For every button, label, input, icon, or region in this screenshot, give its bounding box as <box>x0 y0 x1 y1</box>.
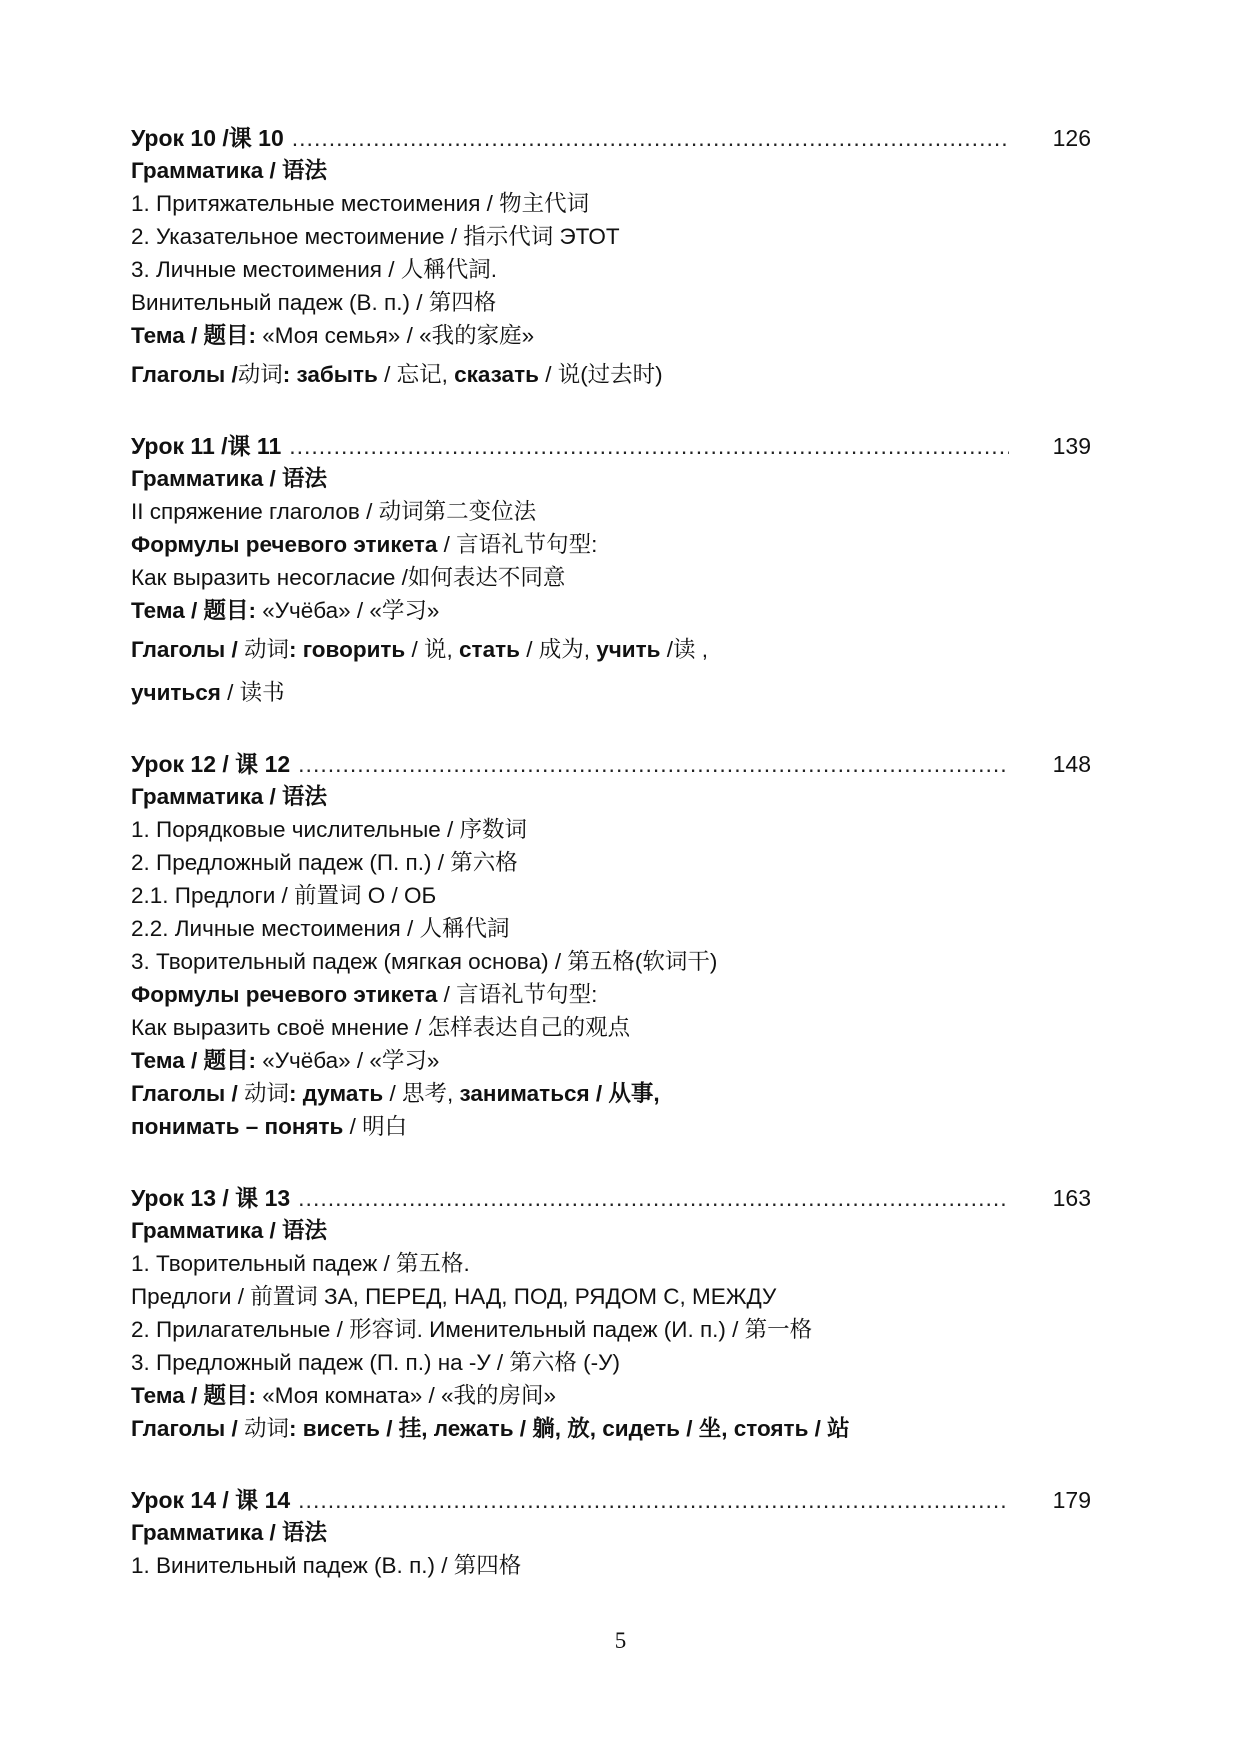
verb: заниматься / 从事, <box>459 1081 660 1106</box>
toc-text: 1. Творительный падеж / 第五格. <box>131 1251 470 1276</box>
toc-line <box>131 594 1091 627</box>
toc-line <box>131 187 1091 220</box>
toc-text: Винительный падеж (В. п.) / 第四格 <box>131 290 497 315</box>
toc-line <box>131 676 1091 709</box>
section-label: Формулы речевого этикета <box>131 532 438 557</box>
lesson-title: Урок 11 /课 11 <box>131 433 282 459</box>
lesson-page-number: 126 <box>1052 125 1091 151</box>
toc-text: 动词 <box>237 362 283 387</box>
toc-line <box>131 1412 1091 1445</box>
toc-text: / 思考, <box>383 1081 460 1106</box>
section-label: Глаголы / <box>131 1081 238 1106</box>
dot-leader <box>298 1185 1009 1212</box>
toc-text: 3. Предложный падеж (П. п.) на -У / 第六格 (-У) <box>131 1350 620 1375</box>
toc-text: «Моя комната» / «我的房间» <box>255 1383 557 1408</box>
lesson-page-number: 163 <box>1052 1185 1091 1211</box>
toc-text: 3. Личные местоимения / 人稱代詞. <box>131 257 497 282</box>
toc-text: 2. Прилагательные / 形容词. Именительный падеж (И. п.) / 第一格 <box>131 1317 813 1342</box>
toc-line <box>131 154 1091 187</box>
section-label: Глаголы / <box>131 362 238 387</box>
toc-lesson-12 <box>131 746 1091 1143</box>
section-label: Грамматика / 语法 <box>131 158 328 183</box>
section-label: Тема / 题目: <box>131 323 256 348</box>
toc-line <box>131 1247 1091 1280</box>
toc-entry-header[interactable] <box>131 120 1091 154</box>
toc-text: Как выразить своё мнение / 怎样表达自己的观点 <box>131 1015 631 1040</box>
toc-line <box>131 1214 1091 1247</box>
toc-line <box>131 912 1091 945</box>
toc-text: / 读书 <box>220 680 285 705</box>
toc-line <box>131 1549 1091 1582</box>
toc-entry-header[interactable] <box>131 746 1091 780</box>
toc-line <box>131 286 1091 319</box>
toc-text: 1. Притяжательные местоимения / 物主代词 <box>131 191 590 216</box>
toc-text: 动词 <box>237 637 289 662</box>
toc-line <box>131 633 1091 666</box>
toc-line <box>131 1346 1091 1379</box>
toc-text: 1. Порядковые числительные / 序数词 <box>131 817 528 842</box>
toc-line <box>131 978 1091 1011</box>
toc-text: Как выразить несогласие /如何表达不同意 <box>131 565 566 590</box>
toc-text: / 忘记, <box>377 362 455 387</box>
toc-lesson-13 <box>131 1180 1091 1445</box>
section-label: Грамматика / 语法 <box>131 1520 328 1545</box>
toc-line <box>131 462 1091 495</box>
toc-text: «Учёба» / «学习» <box>255 1048 440 1073</box>
section-label: Грамматика / 语法 <box>131 466 328 491</box>
section-label: Глаголы / <box>131 637 238 662</box>
section-label: Глаголы / <box>131 1416 238 1441</box>
dot-leader <box>298 751 1009 778</box>
toc-text: II спряжение глаголов / 动词第二变位法 <box>131 499 537 524</box>
toc-line <box>131 1110 1091 1143</box>
toc-line <box>131 1313 1091 1346</box>
verb: : говорить <box>288 637 406 662</box>
toc-text: Предлоги / 前置词 ЗА, ПЕРЕД, НАД, ПОД, РЯДОМ С, МЕЖДУ <box>131 1284 777 1309</box>
toc-line <box>131 253 1091 286</box>
verb: учить <box>596 637 661 662</box>
verb: стать <box>459 637 520 662</box>
toc-text: / 明白 <box>343 1114 408 1139</box>
lesson-title: Урок 12 / 课 12 <box>131 751 291 777</box>
toc-text: / 说, <box>405 637 460 662</box>
toc-line <box>131 846 1091 879</box>
section-label: Тема / 题目: <box>131 598 256 623</box>
toc-text: / 言语礼节句型: <box>437 982 598 1007</box>
dot-leader <box>289 433 1009 460</box>
page-footer-number: 5 <box>614 1628 627 1653</box>
toc-text: / 成为, <box>519 637 597 662</box>
toc-line <box>131 1516 1091 1549</box>
toc-line <box>131 358 1091 391</box>
toc-text: / 说(过去时) <box>538 362 663 387</box>
toc-line <box>131 528 1091 561</box>
lesson-title: Урок 13 / 课 13 <box>131 1185 291 1211</box>
toc-line <box>131 945 1091 978</box>
toc-lesson-11 <box>131 428 1091 709</box>
verb: : висеть / 挂, лежать / 躺, 放, сидеть / 坐, стоять / 站 <box>288 1416 850 1441</box>
verb: : думать <box>288 1081 384 1106</box>
toc-text: 1. Винительный падеж (В. п.) / 第四格 <box>131 1553 522 1578</box>
toc-text: 2.2. Личные местоимения / 人稱代詞 <box>131 916 510 941</box>
toc-line <box>131 879 1091 912</box>
dot-leader <box>298 1487 1009 1514</box>
toc-text: 动词 <box>237 1416 289 1441</box>
toc-text: 动词 <box>237 1081 289 1106</box>
toc-line <box>131 813 1091 846</box>
verb: учиться <box>131 680 221 705</box>
toc-text: 3. Творительный падеж (мягкая основа) / 第五格(软词干) <box>131 949 718 974</box>
section-label: Формулы речевого этикета <box>131 982 438 1007</box>
table-of-contents <box>131 120 1091 1619</box>
toc-line <box>131 780 1091 813</box>
lesson-page-number: 148 <box>1052 751 1091 777</box>
toc-text: / 言语礼节句型: <box>437 532 598 557</box>
toc-line <box>131 220 1091 253</box>
toc-text: 2. Предложный падеж (П. п.) / 第六格 <box>131 850 518 875</box>
lesson-title: Урок 14 / 课 14 <box>131 1487 291 1513</box>
section-label: Тема / 题目: <box>131 1048 256 1073</box>
section-label: Тема / 题目: <box>131 1383 256 1408</box>
toc-text: 2. Указательное местоимение / 指示代词 ЭТОТ <box>131 224 620 249</box>
toc-line <box>131 1044 1091 1077</box>
toc-line <box>131 1077 1091 1110</box>
verb: сказать <box>454 362 539 387</box>
toc-line <box>131 1379 1091 1412</box>
toc-entry-header[interactable] <box>131 1180 1091 1214</box>
verb: : забыть <box>282 362 378 387</box>
lesson-page-number: 179 <box>1052 1487 1091 1513</box>
toc-lesson-10 <box>131 120 1091 391</box>
verb: понимать – понять <box>131 1114 344 1139</box>
toc-lesson-14 <box>131 1482 1091 1582</box>
section-label: Грамматика / 语法 <box>131 784 328 809</box>
lesson-page-number: 139 <box>1052 433 1091 459</box>
toc-line <box>131 495 1091 528</box>
toc-line <box>131 319 1091 352</box>
toc-text: /读 , <box>660 637 708 662</box>
toc-text: 2.1. Предлоги / 前置词 О / ОБ <box>131 883 437 908</box>
toc-line <box>131 1011 1091 1044</box>
toc-text: «Моя семья» / «我的家庭» <box>255 323 535 348</box>
toc-line <box>131 561 1091 594</box>
toc-line <box>131 1280 1091 1313</box>
lesson-title: Урок 10 /课 10 <box>131 125 284 151</box>
toc-text: «Учёба» / «学习» <box>255 598 440 623</box>
dot-leader <box>292 125 1009 152</box>
toc-entry-header[interactable] <box>131 428 1091 462</box>
toc-entry-header[interactable] <box>131 1482 1091 1516</box>
section-label: Грамматика / 语法 <box>131 1218 328 1243</box>
